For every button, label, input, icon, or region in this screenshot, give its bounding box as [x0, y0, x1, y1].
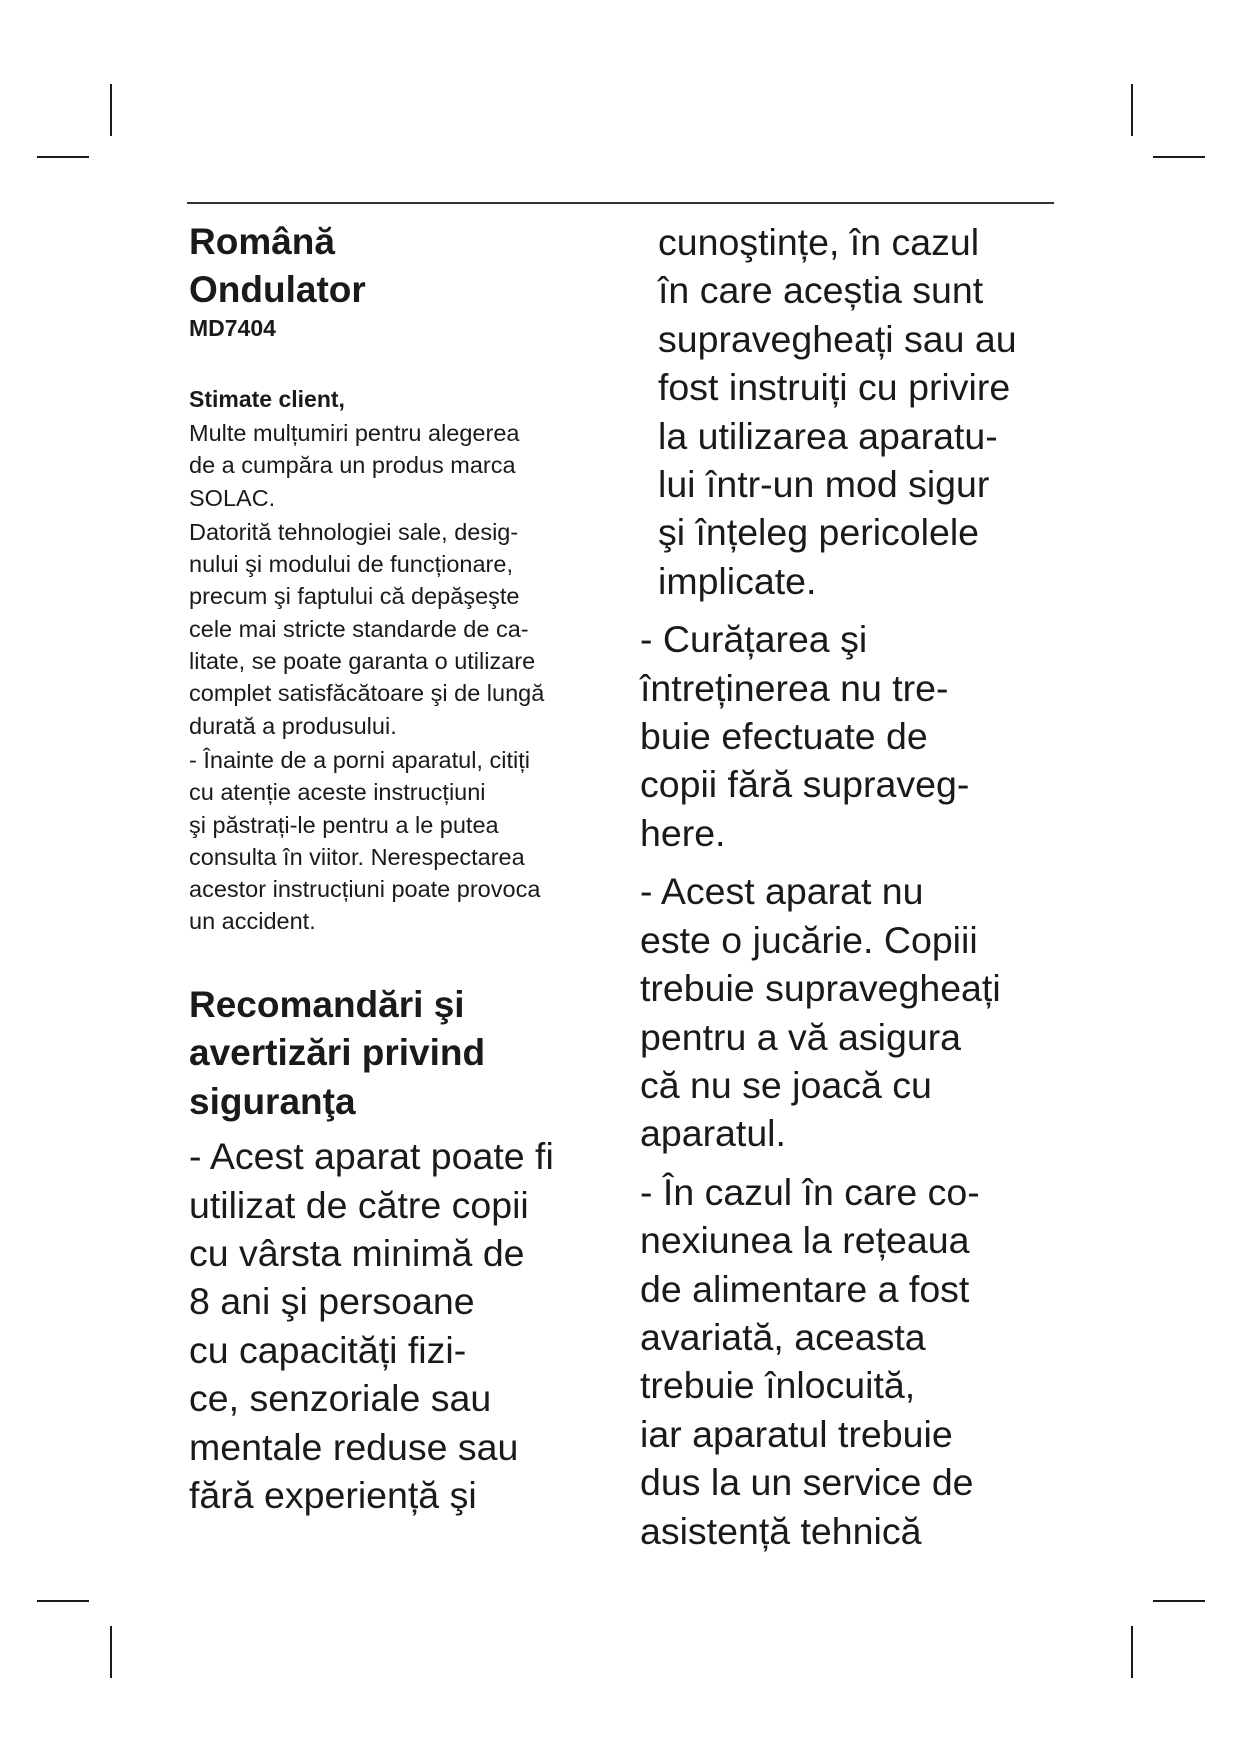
- right-column: [640, 218, 1060, 1555]
- greeting: Stimate client,: [189, 386, 345, 412]
- crop-mark-top-left-horizontal: [37, 156, 89, 158]
- header-rule: [187, 202, 1054, 204]
- safety-bullet-3: - Acest aparat nu este o jucărie. Copiii trebuie supravegheați pentru a vă asigura că nu se joacă cu aparatul.: [640, 870, 1001, 1155]
- left-column: [189, 218, 609, 1520]
- crop-mark-bottom-left-horizontal: [37, 1600, 89, 1602]
- intro-paragraph-3: - Înainte de a porni aparatul, citiți cu atenție aceste instrucțiuni şi păstrați-le pentru a le putea consulta în viitor. Nerespectarea acestor instrucțiuni poate provoca un accident.: [189, 746, 541, 935]
- safety-section-title: Recomandări şi avertizări privind siguranţa: [189, 983, 486, 1122]
- product-title: Ondulator: [189, 269, 366, 310]
- crop-mark-top-left-vertical: [110, 84, 112, 136]
- safety-bullet-1-continued: cunoştințe, în cazul în care aceștia sunt supravegheați sau au fost instruiți cu privire la utilizarea aparatu- lui într-un mod sigur şi înțeleg pericolele implicate.: [658, 221, 1017, 602]
- safety-bullet-2: - Curățarea şi întreținerea nu tre- buie efectuate de copii fără supraveg- here.: [640, 618, 970, 854]
- crop-mark-bottom-right-vertical: [1131, 1626, 1133, 1678]
- crop-mark-bottom-left-vertical: [110, 1626, 112, 1678]
- intro-paragraph-2: Datorită tehnologiei sale, desig- nului şi modului de funcționare, precum şi faptului că depăşeşte cele mai stricte standarde de ca- litate, se poate garanta o utilizare complet satisfăcătoare şi de lungă durată a produsului.: [189, 518, 545, 739]
- model-number: MD7404: [189, 315, 276, 341]
- intro-paragraph-1: Multe mulțumiri pentru alegerea de a cumpăra un produs marca SOLAC.: [189, 420, 520, 511]
- crop-mark-top-right-vertical: [1131, 84, 1133, 136]
- crop-mark-top-right-horizontal: [1153, 156, 1205, 158]
- safety-bullet-1: - Acest aparat poate fi utilizat de către copii cu vârsta minimă de 8 ani şi persoane cu capacități fizi- ce, senzoriale sau mentale reduse sau fără experiență şi: [189, 1135, 554, 1517]
- safety-bullet-4: - În cazul în care co- nexiunea la rețeaua de alimentare a fost avariată, aceasta trebuie înlocuită, iar aparatul trebuie dus la un service de asistență tehnică: [640, 1170, 980, 1552]
- language-title: Română: [189, 221, 335, 262]
- crop-mark-bottom-right-horizontal: [1153, 1600, 1205, 1602]
